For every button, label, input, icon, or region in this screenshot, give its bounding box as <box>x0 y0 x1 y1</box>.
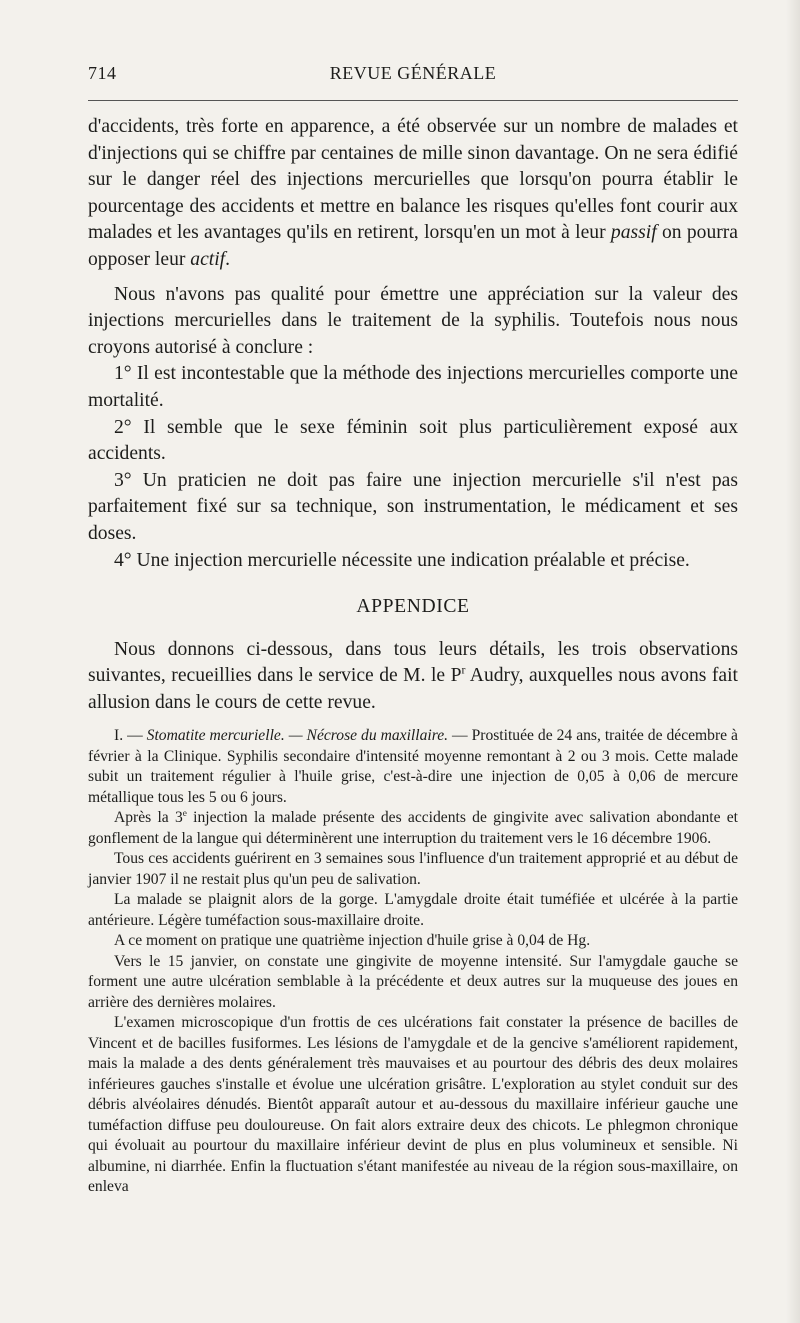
appendix-heading: APPENDICE <box>356 596 470 618</box>
italic-passif: passif <box>610 222 657 244</box>
page-edge-shadow <box>786 0 800 1323</box>
paragraph-conclusion-intro: Nous n'avons pas qualité pour émettre une appréciation sur la valeur des injections mercurielles dans le traitement de la syphilis. Toutefois nous nous croyons autorisé à conclure : <box>88 283 738 358</box>
body-text <box>88 114 738 1198</box>
running-header <box>88 63 738 87</box>
observation-paragraph: Vers le 15 janvier, on constate une gingivite de moyenne intensité. Sur l'amygdale gauche se forment une autre ulcération semblable à la précédente et deux autres sur la muqueuse des joues en arrière des dernières molaires. <box>88 952 738 1011</box>
conclusion-item: 2° Il semble que le sexe féminin soit plus particulièrement exposé aux accidents. <box>88 416 738 465</box>
observation-first-paragraph: I. — Stomatite mercurielle. — Nécrose du maxillaire. — Prostituée de 24 ans, traitée de décembre à février à la Clinique. Syphilis secondaire d'intensité moyenne remontant à 2 ou 3 mois. Cette malade subit un traitement régulier à l'huile grise, c'est-à-dire une injection de 0,05 à 0,06 de mercure métallique tous les 5 ou 6 jours. <box>88 727 738 806</box>
appendix-intro: Nous donnons ci-dessous, dans tous leurs détails, les trois observations suivantes, recueillies dans le service de M. le $P^r$ Audry, auxquelles nous avons fait allusion dans le cours de cette revue. <box>88 638 738 713</box>
running-title: REVUE GÉNÉRALE <box>329 63 497 83</box>
observation-paragraph: La malade se plaignit alors de la gorge. L'amygdale droite était tuméfiée et ulcérée à la partie antérieure. Légère tuméfaction sous-maxillaire droite. <box>88 891 738 929</box>
observation-paragraph: Tous ces accidents guérirent en 3 semaines sous l'influence d'un traitement approprié et au début de janvier 1907 il ne restait plus qu'un peu de salivation. <box>88 850 738 888</box>
header-rule <box>88 100 738 101</box>
paragraph-continuation: d'accidents, très forte en apparence, a été observée sur un nombre de malades et d'injections qui se chiffre par centaines de mille sinon davantage. On ne sera édifié sur le danger réel des injections mercurielles que lorsqu'on pourra établir le pourcentage des accidents et mettre en balance les risques qu'elles font courir aux malades et les avantages qu'ils en retirent, lorsqu'en un mot à leur passif on pourra opposer leur actif. <box>88 116 738 270</box>
italic-actif: actif <box>190 248 226 270</box>
conclusion-item: 1° Il est incontestable que la méthode des injections mercurielles comporte une mortalité. <box>88 363 738 411</box>
conclusion-item: 3° Un praticien ne doit pas faire une injection mercurielle s'il n'est pas parfaitement fixé sur sa technique, son instrumentation, le médicament et ses doses. <box>88 469 738 544</box>
observation-paragraph: Après la 3e injection la malade présente des accidents de gingivite avec salivation abondante et gonflement de la langue qui déterminèrent une interruption du traitement vers le 16 décembre 1906. <box>88 809 738 847</box>
conclusion-item: 4° Une injection mercurielle nécessite une indication préalable et précise. <box>114 549 690 571</box>
observation-block <box>88 726 738 1198</box>
observation-title: Stomatite mercurielle. — Nécrose du maxillaire. <box>146 727 449 745</box>
observation-paragraph: A ce moment on pratique une quatrième injection d'huile grise à 0,04 de Hg. <box>114 932 591 950</box>
page-number: 714 <box>88 63 117 83</box>
observation-paragraph: L'examen microscopique d'un frottis de ces ulcérations fait constater la présence de bacilles de Vincent et de bacilles fusiformes. Les lésions de l'amygdale et de la gencive s'améliorent rapidement, mais la malade a des dents généralement très mauvaises et au pourtour des débris des deux molaires inférieures gauches s'installe et évolue une ulcération grisâtre. L'exploration au stylet conduit sur des débris alvéolaires dénudés. Bientôt apparaît autour et au-dessous du maxillaire inférieur gauche une tuméfaction diffuse peu douloureuse. On fait alors extraire deux des chicots. Le phlegmon chronique qui évoluait au pourtour du maxillaire inférieur devint de plus en plus volumineux et sensible. Ni albumine, ni diarrhée. Enfin la fluctuation s'étant manifestée au niveau de la région sous-maxillaire, on enleva <box>88 1014 738 1196</box>
